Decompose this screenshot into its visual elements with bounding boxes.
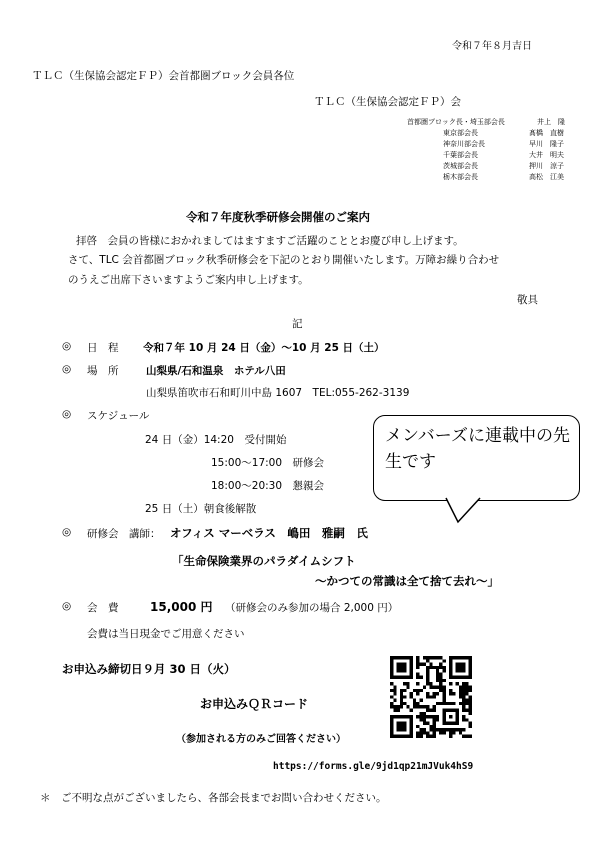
fee-note: （研修会のみ参加の場合 2,000 円） xyxy=(225,602,399,614)
officer-row xyxy=(407,161,587,172)
fee-payment: 会費は当日現金でご用意ください xyxy=(87,628,245,640)
officer-role: 東京部会長 xyxy=(443,129,478,137)
officer-role: 首都圏ブロック長・埼玉部会長 xyxy=(407,118,505,126)
officer-row xyxy=(407,117,587,128)
ki-heading: 記 xyxy=(292,318,303,330)
schedule-value: 令和７年 10 月 24 日（金）～10 月 25 日（土） xyxy=(143,342,385,354)
timetable-bullet: ◎ xyxy=(62,408,72,420)
qr-code[interactable] xyxy=(390,656,472,738)
document-title: 令和７年度秋季研修会開催のご案内 xyxy=(186,210,370,224)
sender-line: ＴＬＣ（生保協会認定ＦＰ）会 xyxy=(314,96,461,108)
officer-row xyxy=(407,139,587,150)
qr-label: お申込みＱＲコード xyxy=(200,697,309,711)
qr-note: （参加される方のみご回答ください） xyxy=(176,734,346,745)
officer-name: 早川 隆子 xyxy=(529,140,564,148)
venue-name: 山梨県/石和温泉 ホテル八田 xyxy=(146,365,286,377)
officer-row xyxy=(407,128,587,139)
fee-bullet: ◎ xyxy=(62,600,72,612)
officer-role: 茨城部会長 xyxy=(443,162,478,170)
fee-value: 15,000 円 xyxy=(150,600,213,614)
lecturer-name: オフィス マーベラス 嶋田 雅嗣 氏 xyxy=(170,526,368,540)
timetable-row: 24 日（金）14:20 受付開始 xyxy=(145,434,287,446)
timetable-label: スケジュール xyxy=(87,410,150,422)
officer-role: 栃木部会長 xyxy=(443,173,478,181)
officer-name: 押川 涼子 xyxy=(529,162,564,170)
callout-tail xyxy=(444,496,484,526)
officer-name: 大井 明夫 xyxy=(529,151,564,159)
officer-row xyxy=(407,172,587,183)
schedule-bullet: ◎ xyxy=(62,340,72,352)
footer-note: ＊ ご不明な点がございましたら、各部会長までお問い合わせください。 xyxy=(40,792,387,804)
venue-label: 場 所 xyxy=(87,365,119,377)
officer-list xyxy=(407,117,587,183)
fee-label: 会 費 xyxy=(87,602,119,614)
greeting-line-1: 拝啓 会員の皆様におかれましてはますますご活躍のこととお慶び申し上げます。 xyxy=(76,235,464,247)
lecture-bullet: ◎ xyxy=(62,526,72,538)
deadline: お申込み締切日９月 30 日（火） xyxy=(62,662,236,676)
schedule-label: 日 程 xyxy=(87,342,119,354)
document-date: 令和７年８月吉日 xyxy=(452,41,532,52)
officer-name: 高松 江美 xyxy=(529,173,564,181)
lecture-label: 研修会 講師： xyxy=(87,528,161,540)
greeting-line-2: さて、TLC 会首都圏ブロック秋季研修会を下記のとおり開催いたします。万障お繰り合わせ xyxy=(68,254,500,266)
officer-row xyxy=(407,150,587,161)
form-url[interactable]: https://forms.gle/9jd1qp21mJVuk4hS9 xyxy=(273,761,474,772)
closing-keigu: 敬具 xyxy=(517,294,538,306)
venue-address: 山梨県笛吹市石和町川中島 1607 TEL:055-262-3139 xyxy=(146,387,410,399)
recipient-line: ＴＬＣ（生保協会認定ＦＰ）会首都圏ブロック会員各位 xyxy=(32,70,295,82)
timetable-row: 25 日（土）朝食後解散 xyxy=(145,503,257,515)
officer-name: 井上 隆 xyxy=(537,118,565,126)
lecture-title-line-2: ～かつての常識は全て捨て去れ～」 xyxy=(315,574,499,588)
venue-bullet: ◎ xyxy=(62,363,72,375)
officer-role: 千葉部会長 xyxy=(443,151,478,159)
lecture-title-line-1: 「生命保険業界のパラダイムシフト xyxy=(172,554,356,568)
officer-role: 神奈川部会長 xyxy=(443,140,485,148)
officer-name: 髙橋 直樹 xyxy=(529,129,564,137)
greeting-line-3: のうえご出席下さいますようご案内申し上げます。 xyxy=(68,274,309,286)
timetable-row: 18:00～20:30 懇親会 xyxy=(211,480,325,492)
callout-text: メンバーズに連載中の先生です xyxy=(385,426,570,472)
timetable-row: 15:00～17:00 研修会 xyxy=(211,457,325,469)
